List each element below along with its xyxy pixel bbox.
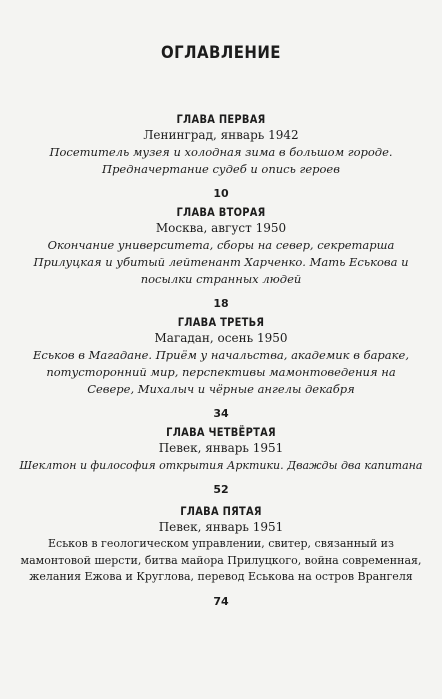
- chapter-description: Окончание университета, сборы на север, секретарша Прилуцкая и убитый лейтенант Харченко. Мать Еськова и посылки странных людей: [33, 238, 409, 286]
- toc-entry-chapter-4: [0, 424, 442, 497]
- chapter-date: Певек, январь 1951: [158, 441, 284, 455]
- chapter-heading: ГЛАВА ПЯТАЯ: [180, 504, 262, 518]
- chapter-page-number: 34: [213, 407, 229, 420]
- chapter-page-number: 52: [213, 483, 229, 496]
- chapter-date: Москва, август 1950: [155, 221, 287, 235]
- chapter-date: Певек, январь 1951: [158, 520, 284, 534]
- chapter-heading: ГЛАВА ЧЕТВЁРТАЯ: [166, 425, 276, 439]
- toc-entry-chapter-1: [0, 111, 442, 201]
- chapter-description: Посетитель музея и холодная зима в большом городе. Предначертание судеб и опись героев: [49, 145, 393, 176]
- chapter-page-number: 10: [213, 187, 229, 200]
- chapter-date: Магадан, осень 1950: [154, 331, 288, 345]
- chapter-description: Еськов в геологическом управлении, свитер, связанный из мамонтовой шерсти, битва майора Прилуцкого, война современная, желания Ежова и Круглова, перевод Еськова на остров Врангеля: [20, 537, 422, 583]
- chapter-description: Шеклтон и философия открытия Арктики. Дважды два капитана: [19, 459, 423, 472]
- chapter-heading: ГЛАВА ТРЕТЬЯ: [177, 315, 265, 329]
- toc-entry-chapter-5: [0, 503, 442, 609]
- chapter-heading: ГЛАВА ПЕРВАЯ: [176, 112, 266, 126]
- chapter-page-number: 18: [213, 297, 229, 310]
- chapter-page-number: 74: [213, 594, 229, 608]
- toc-entry-chapter-3: [0, 314, 442, 421]
- chapter-description: Еськов в Магадане. Приём у начальства, академик в бараке, потусторонний мир, перспективы мамонтоведения на Севере, Михалыч и чёрные ангелы декабря: [33, 348, 409, 396]
- toc-entry-chapter-2: [0, 204, 442, 311]
- toc-title: ОГЛАВЛЕНИЕ: [161, 43, 281, 63]
- chapter-date: Ленинград, январь 1942: [143, 128, 299, 142]
- chapter-heading: ГЛАВА ВТОРАЯ: [176, 205, 266, 219]
